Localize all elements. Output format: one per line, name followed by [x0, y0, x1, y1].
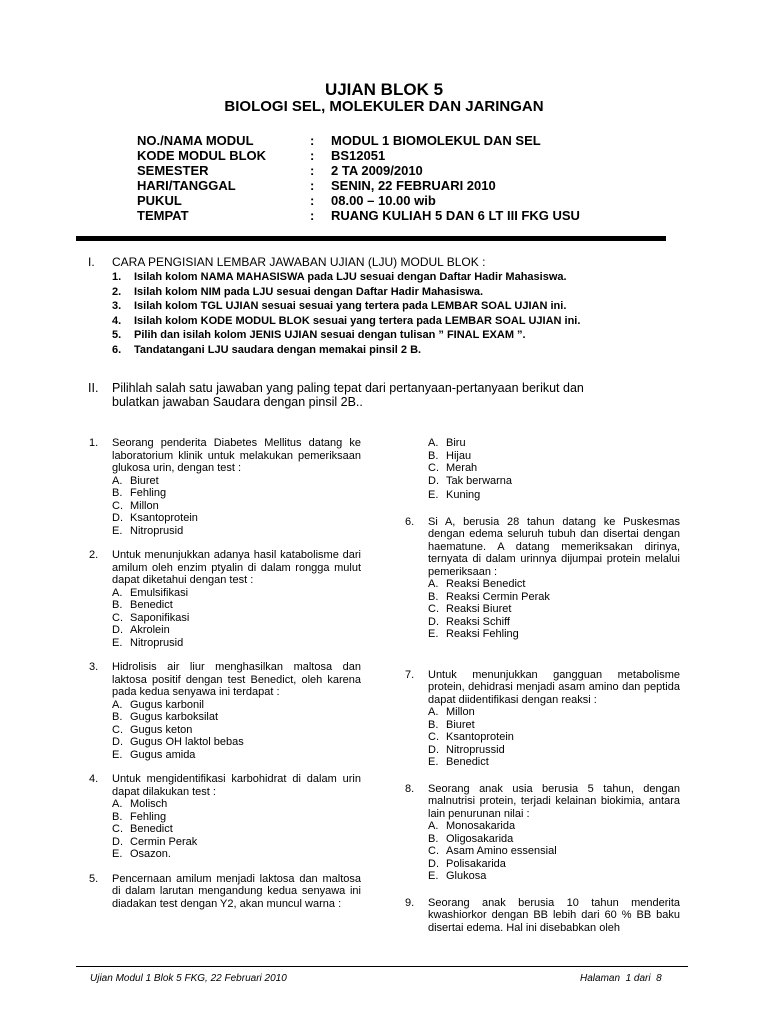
section-heading: CARA PENGISIAN LEMBAR JAWABAN UJIAN (LJU) MODUL BLOK :	[112, 255, 486, 269]
answer-option[interactable]: D. Ksantoprotein	[112, 512, 198, 524]
page-subtitle: BIOLOGI SEL, MOLEKULER DAN JARINGAN	[224, 98, 544, 115]
question-5-options	[405, 437, 680, 502]
answer-option[interactable]: E. Reaksi Fehling	[428, 628, 519, 640]
list-item: 6. Tandatangani LJU saudara dengan memakai pinsil 2 B.	[112, 343, 422, 356]
header-divider	[76, 236, 666, 241]
question-6: 6. Si A, berusia 28 tahun datang ke Puskesmas dengan edema seluruh tubuh dan disertai dengan haematune. A datang memeriksakan dirinya, ternyata di dalam urinnya dijumpai protein melalui pemeriksaan : A. Reaksi Benedict B. Reaksi Cermin Perak C. Reaksi Biuret D. Reaksi Schiff E. Reaksi Fehling	[405, 515, 680, 640]
section-number: II.	[88, 381, 99, 395]
question-text: Seorang anak berusia 10 tahun menderita kwashiorkor dengan BB lebih dari 60 % BB baku disertai edema. Hal ini disebabkan oleh	[428, 896, 680, 934]
answer-option[interactable]: D. Cermin Perak	[112, 835, 198, 848]
answer-option[interactable]: D. Tak berwarna	[428, 474, 513, 487]
answer-option[interactable]: C. Gugus keton	[112, 723, 193, 736]
info-label: PUKUL	[137, 193, 182, 208]
answer-option[interactable]: E. Benedict	[428, 756, 489, 768]
questions-left-column	[89, 437, 361, 910]
answer-option[interactable]: C. Merah	[428, 462, 478, 474]
answer-option[interactable]: A. Emulsifikasi	[112, 586, 189, 599]
info-label: TEMPAT	[137, 208, 189, 223]
answer-option[interactable]: B. Benedict	[112, 599, 173, 611]
exam-info-table	[137, 133, 580, 223]
info-value: 08.00 – 10.00 wib	[331, 193, 436, 208]
answer-option[interactable]: E. Kuning	[428, 489, 481, 501]
answer-option[interactable]: B. Fehling	[112, 810, 167, 823]
answer-option[interactable]: C. Millon	[112, 499, 159, 512]
info-label: KODE MODUL BLOK	[137, 148, 267, 163]
info-row-tempat: TEMPAT : RUANG KULIAH 5 DAN 6 LT III FKG USU	[137, 208, 580, 223]
info-label: SEMESTER	[137, 163, 209, 178]
footer-exam-label: Ujian Modul 1 Blok 5 FKG, 22 Februari 2010	[90, 973, 287, 984]
answer-option[interactable]: D. Reaksi Schiff	[428, 615, 510, 628]
question-text: Seorang penderita Diabetes Mellitus datang ke laboratorium klinik untuk melakukan pemeriksaan glukosa urin, dengan test :	[112, 437, 361, 474]
list-item: 4. Isilah kolom KODE MODUL BLOK sesuai yang tertera pada LEMBAR SOAL UJIAN ini.	[112, 314, 581, 327]
answer-option[interactable]: B. Biuret	[428, 718, 475, 731]
question-text: Seorang anak usia berusia 5 tahun, dengan malnutrisi protein, terjadi kelainan biokimia, antara lain penurunan nilai :	[428, 782, 680, 820]
answer-option[interactable]: C. Saponifikasi	[112, 611, 190, 624]
question-text: Si A, berusia 28 tahun datang ke Puskesmas dengan edema seluruh tubuh dan disertai dengan haematune. A datang memeriksakan dirinya, ternyata di dalam urinnya dijumpai protein melalui pemeriksaan :	[428, 515, 680, 578]
answer-option[interactable]: E. Gugus amida	[112, 748, 196, 761]
info-row-pukul: PUKUL : 08.00 – 10.00 wib	[137, 193, 436, 208]
answer-option[interactable]: A. Millon	[428, 706, 475, 718]
answer-option[interactable]: B. Oligosakarida	[428, 832, 514, 845]
answer-option[interactable]: C. Reaksi Biuret	[428, 603, 512, 615]
question-3: 3. Hidrolisis air liur menghasilkan maltosa dan laktosa positif dengan test Benedict, oleh karena pada kedua senyawa ini terdapat : A. Gugus karbonil B. Gugus karboksilat C. Gugus keton D. Gugus OH laktol bebas E. Gugus amida	[89, 661, 361, 761]
info-row-semester: SEMESTER : 2 TA 2009/2010	[137, 163, 423, 178]
info-value: MODUL 1 BIOMOLEKUL DAN SEL	[331, 133, 541, 148]
answer-option[interactable]: D. Nitroprussid	[428, 743, 505, 756]
info-value: 2 TA 2009/2010	[331, 163, 423, 178]
list-item: 5. Pilih dan isilah kolom JENIS UJIAN sesuai dengan tulisan ” FINAL EXAM ”.	[112, 329, 526, 341]
info-label: HARI/TANGGAL	[137, 178, 236, 193]
directions-line: Pilihlah salah satu jawaban yang paling tepat dari pertanyaan-pertanyaan berikut dan	[112, 381, 584, 395]
answer-option[interactable]: B. Hijau	[428, 449, 472, 462]
question-7: 7. Untuk menunjukkan gangguan metabolisme protein, dehidrasi menjadi asam amino dan peptida dapat diidentifikasi dengan reaksi : A. Millon B. Biuret C. Ksantoprotein D. Nitroprussid E. Benedict	[405, 668, 680, 768]
answer-option[interactable]: D. Gugus OH laktol bebas	[112, 736, 244, 748]
answer-option[interactable]: B. Gugus karboksilat	[112, 711, 219, 723]
directions-line: bulatkan jawaban Saudara dengan pinsil 2B..	[112, 395, 363, 409]
answer-option[interactable]: A. Gugus karbonil	[112, 698, 204, 711]
answer-option[interactable]: A. Biuret	[112, 474, 159, 487]
answer-option[interactable]: C. Asam Amino essensial	[428, 845, 557, 857]
info-row-kode: KODE MODUL BLOK : BS12051	[137, 148, 386, 163]
question-4: 4. Untuk mengidentifikasi karbohidrat di dalam urin dapat dilakukan test : A. Molisch B. Fehling C. Benedict D. Cermin Perak E. Osazon.	[89, 773, 361, 860]
instruction-list	[112, 270, 580, 357]
question-text: Pencernaan amilum menjadi laktosa dan maltosa di dalam larutan mengandung kedua senyawa ini diadakan test dengan Y2, akan muncul warna :	[112, 872, 361, 910]
question-text: Untuk menunjukkan gangguan metabolisme protein, dehidrasi menjadi asam amino dan peptida dapat diidentifikasi dengan reaksi :	[428, 668, 680, 706]
questions-right-column	[405, 437, 680, 934]
question-9: 9. Seorang anak berusia 10 tahun menderita kwashiorkor dengan BB lebih dari 60 % BB baku disertai edema. Hal ini disebabkan oleh	[405, 896, 680, 934]
answer-option[interactable]: E. Nitroprusid	[112, 636, 184, 649]
info-label: NO./NAMA MODUL	[137, 133, 254, 148]
info-row-tanggal: HARI/TANGGAL : SENIN, 22 FEBRUARI 2010	[137, 178, 496, 193]
footer-page-number: Halaman 1 dari 8	[580, 973, 662, 984]
answer-option[interactable]: C. Benedict	[112, 823, 173, 835]
info-value: SENIN, 22 FEBRUARI 2010	[331, 178, 496, 193]
question-8: 8. Seorang anak usia berusia 5 tahun, dengan malnutrisi protein, terjadi kelainan biokimia, antara lain penurunan nilai : A. Monosakarida B. Oligosakarida C. Asam Amino essensial D. Polisakarida E. Glukosa	[405, 782, 680, 882]
answer-option[interactable]: E. Osazon.	[112, 848, 171, 860]
answer-option[interactable]: E. Nitroprusid	[112, 524, 184, 537]
answer-option[interactable]: E. Glukosa	[428, 870, 487, 882]
answer-option[interactable]: A. Molisch	[112, 798, 168, 810]
page-title: UJIAN BLOK 5	[324, 80, 444, 99]
question-text: Hidrolisis air liur menghasilkan maltosa dan laktosa positif dengan test Benedict, oleh karena pada kedua senyawa ini terdapat :	[112, 661, 361, 698]
answer-option[interactable]: A. Biru	[428, 437, 466, 449]
info-row-modul: NO./NAMA MODUL : MODUL 1 BIOMOLEKUL DAN SEL	[137, 133, 541, 148]
answer-option[interactable]: D. Akrolein	[112, 624, 170, 636]
question-2: 2. Untuk menunjukkan adanya hasil katabolisme dari amilum oleh enzim ptyalin di dalam rongga mulut dapat diketahui dengan test : A. Emulsifikasi B. Benedict C. Saponifikasi D. Akrolein E. Nitroprusid	[89, 549, 361, 649]
question-1: 1. Seorang penderita Diabetes Mellitus datang ke laboratorium klinik untuk melakukan pemeriksaan glukosa urin, dengan test : A. Biuret B. Fehling C. Millon D. Ksantoprotein E. Nitroprusid	[89, 437, 361, 537]
question-text: Untuk menunjukkan adanya hasil katabolisme dari amilum oleh enzim ptyalin di dalam rongga mulut dapat diketahui dengan test :	[112, 549, 361, 586]
answer-option[interactable]: B. Reaksi Cermin Perak	[428, 590, 550, 603]
question-5: 5. Pencernaan amilum menjadi laktosa dan maltosa di dalam larutan mengandung kedua senyawa ini diadakan test dengan Y2, akan muncul warna :	[89, 872, 361, 910]
list-item: 3. Isilah kolom TGL UJIAN sesuai sesuai yang tertera pada LEMBAR SOAL UJIAN ini.	[112, 300, 567, 312]
footer-divider	[76, 966, 688, 967]
question-text: Untuk mengidentifikasi karbohidrat di dalam urin dapat dilakukan test :	[112, 773, 361, 798]
info-value: RUANG KULIAH 5 DAN 6 LT III FKG USU	[331, 208, 580, 223]
info-value: BS12051	[331, 148, 386, 163]
answer-option[interactable]: D. Polisakarida	[428, 857, 506, 870]
section-number: I.	[88, 255, 95, 269]
answer-option[interactable]: A. Reaksi Benedict	[428, 578, 526, 590]
answer-option[interactable]: C. Ksantoprotein	[428, 731, 514, 743]
list-item: 2. Isilah kolom NIM pada LJU sesuai dengan Daftar Hadir Mahasiswa.	[112, 285, 484, 298]
list-item: 1. Isilah kolom NAMA MAHASISWA pada LJU sesuai dengan Daftar Hadir Mahasiswa.	[112, 271, 567, 283]
answer-option[interactable]: B. Fehling	[112, 487, 167, 499]
answer-option[interactable]: A. Monosakarida	[428, 820, 516, 832]
